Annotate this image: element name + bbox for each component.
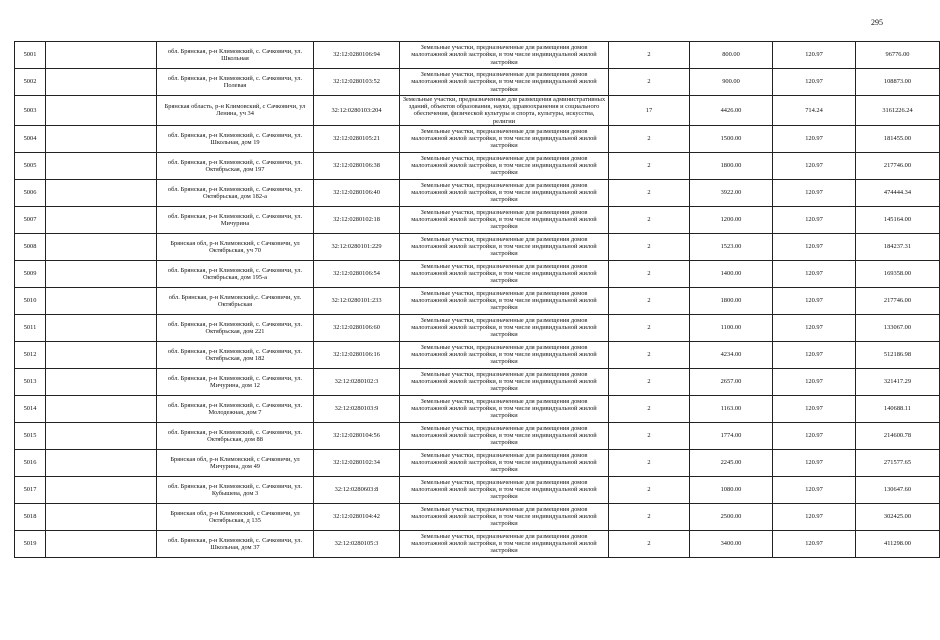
address-cell: Брянская обл, р-н Климовский, с Сачковичи, ул Октябрьская, уч 70 [157,233,314,260]
row-number-cell: 5005 [15,152,46,179]
cadastral-value-cell: 411298.00 [856,530,940,557]
table-row [15,503,940,530]
cadastral-number-cell: 32:12:0280102:18 [314,206,400,233]
use-category-cell: 2 [609,287,690,314]
row-number-cell: 5002 [15,69,46,96]
cadastral-value-cell: 184237.31 [856,233,940,260]
row-number-cell: 5012 [15,341,46,368]
permitted-use-cell: Земельные участки, предназначенные для размещения домов малоэтажной жилой застройки, в том числе индивидуальной жилой застройки [400,69,609,96]
address-cell: обл. Брянская, р-н Климовский, с. Сачковичи, ул. Октябрьская, дом 197 [157,152,314,179]
cadastral-value-cell: 133067.00 [856,314,940,341]
table-row [15,206,940,233]
specific-value-cell: 120.97 [773,260,856,287]
table-row [15,368,940,395]
specific-value-cell: 120.97 [773,530,856,557]
specific-value-cell: 120.97 [773,179,856,206]
row-number-cell: 5015 [15,422,46,449]
use-category-cell: 2 [609,368,690,395]
blank-cell [46,314,157,341]
cadastral-value-cell: 169358.00 [856,260,940,287]
table-row [15,152,940,179]
address-cell: обл. Брянская, р-н Климовский, с. Сачковичи, ул. Октябрьская, дом 182 [157,341,314,368]
cadastral-number-cell: 32:12:0280106:54 [314,260,400,287]
permitted-use-cell: Земельные участки, предназначенные для размещения домов малоэтажной жилой застройки, в том числе индивидуальной жилой застройки [400,476,609,503]
cadastral-number-cell: 32:12:0280106:60 [314,314,400,341]
row-number-cell: 5017 [15,476,46,503]
blank-cell [46,368,157,395]
cadastral-value-cell: 321417.29 [856,368,940,395]
specific-value-cell: 714.24 [773,96,856,126]
table-row [15,179,940,206]
permitted-use-cell: Земельные участки, предназначенные для размещения домов малоэтажной жилой застройки, в том числе индивидуальной жилой застройки [400,179,609,206]
cadastral-number-cell: 32:12:0280104:56 [314,422,400,449]
cadastral-number-cell: 32:12:0280102:3 [314,368,400,395]
area-cell: 1163.00 [690,395,773,422]
address-cell: обл. Брянская, р-н Климовский, с. Сачковичи, ул. Октябрьская, дом 221 [157,314,314,341]
permitted-use-cell: Земельные участки, предназначенные для размещения домов малоэтажной жилой застройки, в том числе индивидуальной жилой застройки [400,314,609,341]
page-number: 295 [871,18,883,27]
blank-cell [46,206,157,233]
specific-value-cell: 120.97 [773,69,856,96]
address-cell: обл. Брянская, р-н Климовский, с. Сачковичи, ул. Школьная, дом 19 [157,125,314,152]
use-category-cell: 2 [609,125,690,152]
use-category-cell: 2 [609,206,690,233]
use-category-cell: 2 [609,42,690,69]
row-number-cell: 5003 [15,96,46,126]
area-cell: 2500.00 [690,503,773,530]
cadastral-number-cell: 32:12:0280105:21 [314,125,400,152]
blank-cell [46,125,157,152]
area-cell: 1523.00 [690,233,773,260]
area-cell: 1500.00 [690,125,773,152]
area-cell: 800.00 [690,42,773,69]
cadastral-number-cell: 32:12:0280603:8 [314,476,400,503]
permitted-use-cell: Земельные участки, предназначенные для размещения домов малоэтажной жилой застройки, в том числе индивидуальной жилой застройки [400,449,609,476]
use-category-cell: 2 [609,260,690,287]
use-category-cell: 2 [609,314,690,341]
blank-cell [46,179,157,206]
row-number-cell: 5006 [15,179,46,206]
address-cell: обл. Брянская, р-н Климовский, с. Сачковичи, ул. Полевая [157,69,314,96]
row-number-cell: 5010 [15,287,46,314]
area-cell: 1800.00 [690,287,773,314]
specific-value-cell: 120.97 [773,368,856,395]
permitted-use-cell: Земельные участки, предназначенные для размещения домов малоэтажной жилой застройки, в том числе индивидуальной жилой застройки [400,42,609,69]
table-row [15,476,940,503]
use-category-cell: 2 [609,476,690,503]
row-number-cell: 5011 [15,314,46,341]
table-row [15,69,940,96]
address-cell: обл. Брянская, р-н Климовский, с. Сачковичи, ул. Мичурина, дом 12 [157,368,314,395]
specific-value-cell: 120.97 [773,449,856,476]
blank-cell [46,503,157,530]
address-cell: обл. Брянская, р-н Климовский, с. Сачковичи, ул. Школьная, дом 37 [157,530,314,557]
permitted-use-cell: Земельные участки, предназначенные для размещения домов малоэтажной жилой застройки, в том числе индивидуальной жилой застройки [400,368,609,395]
blank-cell [46,260,157,287]
blank-cell [46,341,157,368]
cadastral-value-cell: 217746.00 [856,287,940,314]
permitted-use-cell: Земельные участки, предназначенные для размещения домов малоэтажной жилой застройки, в том числе индивидуальной жилой застройки [400,287,609,314]
cadastral-value-cell: 130647.60 [856,476,940,503]
cadastral-value-cell: 108873.00 [856,69,940,96]
area-cell: 1080.00 [690,476,773,503]
cadastral-value-cell: 302425.00 [856,503,940,530]
specific-value-cell: 120.97 [773,341,856,368]
table-row [15,287,940,314]
cadastral-value-cell: 474444.34 [856,179,940,206]
area-cell: 1200.00 [690,206,773,233]
use-category-cell: 2 [609,69,690,96]
cadastral-number-cell: 32:12:0280101:229 [314,233,400,260]
area-cell: 4426.00 [690,96,773,126]
use-category-cell: 2 [609,233,690,260]
blank-cell [46,530,157,557]
cadastral-number-cell: 32:12:0280101:233 [314,287,400,314]
row-number-cell: 5019 [15,530,46,557]
cadastral-value-cell: 271577.65 [856,449,940,476]
blank-cell [46,96,157,126]
permitted-use-cell: Земельные участки, предназначенные для размещения домов малоэтажной жилой застройки, в том числе индивидуальной жилой застройки [400,125,609,152]
blank-cell [46,287,157,314]
row-number-cell: 5004 [15,125,46,152]
row-number-cell: 5016 [15,449,46,476]
use-category-cell: 2 [609,530,690,557]
permitted-use-cell: Земельные участки, предназначенные для размещения домов малоэтажной жилой застройки, в том числе индивидуальной жилой застройки [400,395,609,422]
specific-value-cell: 120.97 [773,42,856,69]
address-cell: Брянская обл, р-н Климовский, с Сачковичи, ул Мичурина, дом 49 [157,449,314,476]
cadastral-number-cell: 32:12:0280105:3 [314,530,400,557]
table-row [15,341,940,368]
specific-value-cell: 120.97 [773,503,856,530]
address-cell: обл. Брянская, р-н Климовский,с. Сачковичи, ул. Октябрьская [157,287,314,314]
cadastral-value-cell: 140688.11 [856,395,940,422]
area-cell: 1400.00 [690,260,773,287]
area-cell: 2657.00 [690,368,773,395]
row-number-cell: 5013 [15,368,46,395]
row-number-cell: 5018 [15,503,46,530]
permitted-use-cell: Земельные участки, предназначенные для размещения домов малоэтажной жилой застройки, в том числе индивидуальной жилой застройки [400,422,609,449]
row-number-cell: 5009 [15,260,46,287]
address-cell: обл. Брянская, р-н Климовский, с. Сачковичи, ул. Октябрьская, дом 88 [157,422,314,449]
area-cell: 1774.00 [690,422,773,449]
blank-cell [46,422,157,449]
table-row [15,314,940,341]
specific-value-cell: 120.97 [773,395,856,422]
cadastral-number-cell: 32:12:0280103:52 [314,69,400,96]
registry-table-body [15,42,940,558]
table-row [15,449,940,476]
cadastral-number-cell: 32:12:0280106:94 [314,42,400,69]
permitted-use-cell: Земельные участки, предназначенные для размещения домов малоэтажной жилой застройки, в том числе индивидуальной жилой застройки [400,530,609,557]
row-number-cell: 5014 [15,395,46,422]
address-cell: обл. Брянская, р-н Климовский, с. Сачковичи, ул. Мичурина [157,206,314,233]
blank-cell [46,449,157,476]
table-row [15,260,940,287]
specific-value-cell: 120.97 [773,476,856,503]
blank-cell [46,395,157,422]
area-cell: 1100.00 [690,314,773,341]
area-cell: 4234.00 [690,341,773,368]
area-cell: 3400.00 [690,530,773,557]
cadastral-number-cell: 32:12:0280103:204 [314,96,400,126]
blank-cell [46,42,157,69]
permitted-use-cell: Земельные участки, предназначенные для размещения домов малоэтажной жилой застройки, в том числе индивидуальной жилой застройки [400,341,609,368]
address-cell: обл. Брянская, р-н Климовский, с. Сачковичи, ул. Кубышева, дом 3 [157,476,314,503]
permitted-use-cell: Земельные участки, предназначенные для размещения домов малоэтажной жилой застройки, в том числе индивидуальной жилой застройки [400,260,609,287]
cadastral-value-cell: 3161226.24 [856,96,940,126]
address-cell: обл. Брянская, р-н Климовский, с. Сачковичи, ул. Октябрьская, дом 195-а [157,260,314,287]
specific-value-cell: 120.97 [773,152,856,179]
table-row [15,530,940,557]
blank-cell [46,152,157,179]
use-category-cell: 2 [609,395,690,422]
cadastral-number-cell: 32:12:0280102:34 [314,449,400,476]
specific-value-cell: 120.97 [773,422,856,449]
cadastral-number-cell: 32:12:0280106:40 [314,179,400,206]
specific-value-cell: 120.97 [773,125,856,152]
table-row [15,422,940,449]
area-cell: 2245.00 [690,449,773,476]
row-number-cell: 5007 [15,206,46,233]
cadastral-number-cell: 32:12:0280103:9 [314,395,400,422]
cadastral-number-cell: 32:12:0280106:38 [314,152,400,179]
address-cell: обл. Брянская, р-н Климовский, с. Сачковичи, ул. Октябрьская, дом 182-а [157,179,314,206]
table-row [15,96,940,126]
address-cell: Брянская обл, р-н Климовский, с Сачковичи, ул Октябрьская, д 135 [157,503,314,530]
use-category-cell: 2 [609,503,690,530]
address-cell: обл. Брянская, р-н Климовский, с. Сачковичи, ул. Молодежная, дом 7 [157,395,314,422]
cadastral-number-cell: 32:12:0280106:16 [314,341,400,368]
use-category-cell: 2 [609,152,690,179]
specific-value-cell: 120.97 [773,233,856,260]
specific-value-cell: 120.97 [773,287,856,314]
use-category-cell: 17 [609,96,690,126]
permitted-use-cell: Земельные участки, предназначенные для размещения административных зданий, объектов образования, науки, здравоохранения и социального обеспечения, физической культуры и спорта, культуры, искусства, религии [400,96,609,126]
use-category-cell: 2 [609,341,690,368]
blank-cell [46,233,157,260]
table-row [15,125,940,152]
cadastral-value-cell: 181455.00 [856,125,940,152]
table-row [15,395,940,422]
row-number-cell: 5001 [15,42,46,69]
use-category-cell: 2 [609,449,690,476]
area-cell: 1800.00 [690,152,773,179]
specific-value-cell: 120.97 [773,206,856,233]
use-category-cell: 2 [609,179,690,206]
cadastral-value-cell: 214600.78 [856,422,940,449]
use-category-cell: 2 [609,422,690,449]
area-cell: 900.00 [690,69,773,96]
blank-cell [46,476,157,503]
table-row [15,42,940,69]
blank-cell [46,69,157,96]
address-cell: обл. Брянская, р-н Климовский, с. Сачковичи, ул. Школьная [157,42,314,69]
cadastral-value-cell: 145164.00 [856,206,940,233]
specific-value-cell: 120.97 [773,314,856,341]
land-registry-table [14,41,940,558]
permitted-use-cell: Земельные участки, предназначенные для размещения домов малоэтажной жилой застройки, в том числе индивидуальной жилой застройки [400,233,609,260]
table-row [15,233,940,260]
cadastral-value-cell: 96776.00 [856,42,940,69]
cadastral-value-cell: 512186.98 [856,341,940,368]
area-cell: 3922.00 [690,179,773,206]
row-number-cell: 5008 [15,233,46,260]
permitted-use-cell: Земельные участки, предназначенные для размещения домов малоэтажной жилой застройки, в том числе индивидуальной жилой застройки [400,206,609,233]
cadastral-number-cell: 32:12:0280104:42 [314,503,400,530]
permitted-use-cell: Земельные участки, предназначенные для размещения домов малоэтажной жилой застройки, в том числе индивидуальной жилой застройки [400,152,609,179]
cadastral-value-cell: 217746.00 [856,152,940,179]
address-cell: Брянская область, р-н Климовский, с Сачковичи, ул Ленина, уч 34 [157,96,314,126]
permitted-use-cell: Земельные участки, предназначенные для размещения домов малоэтажной жилой застройки, в том числе индивидуальной жилой застройки [400,503,609,530]
